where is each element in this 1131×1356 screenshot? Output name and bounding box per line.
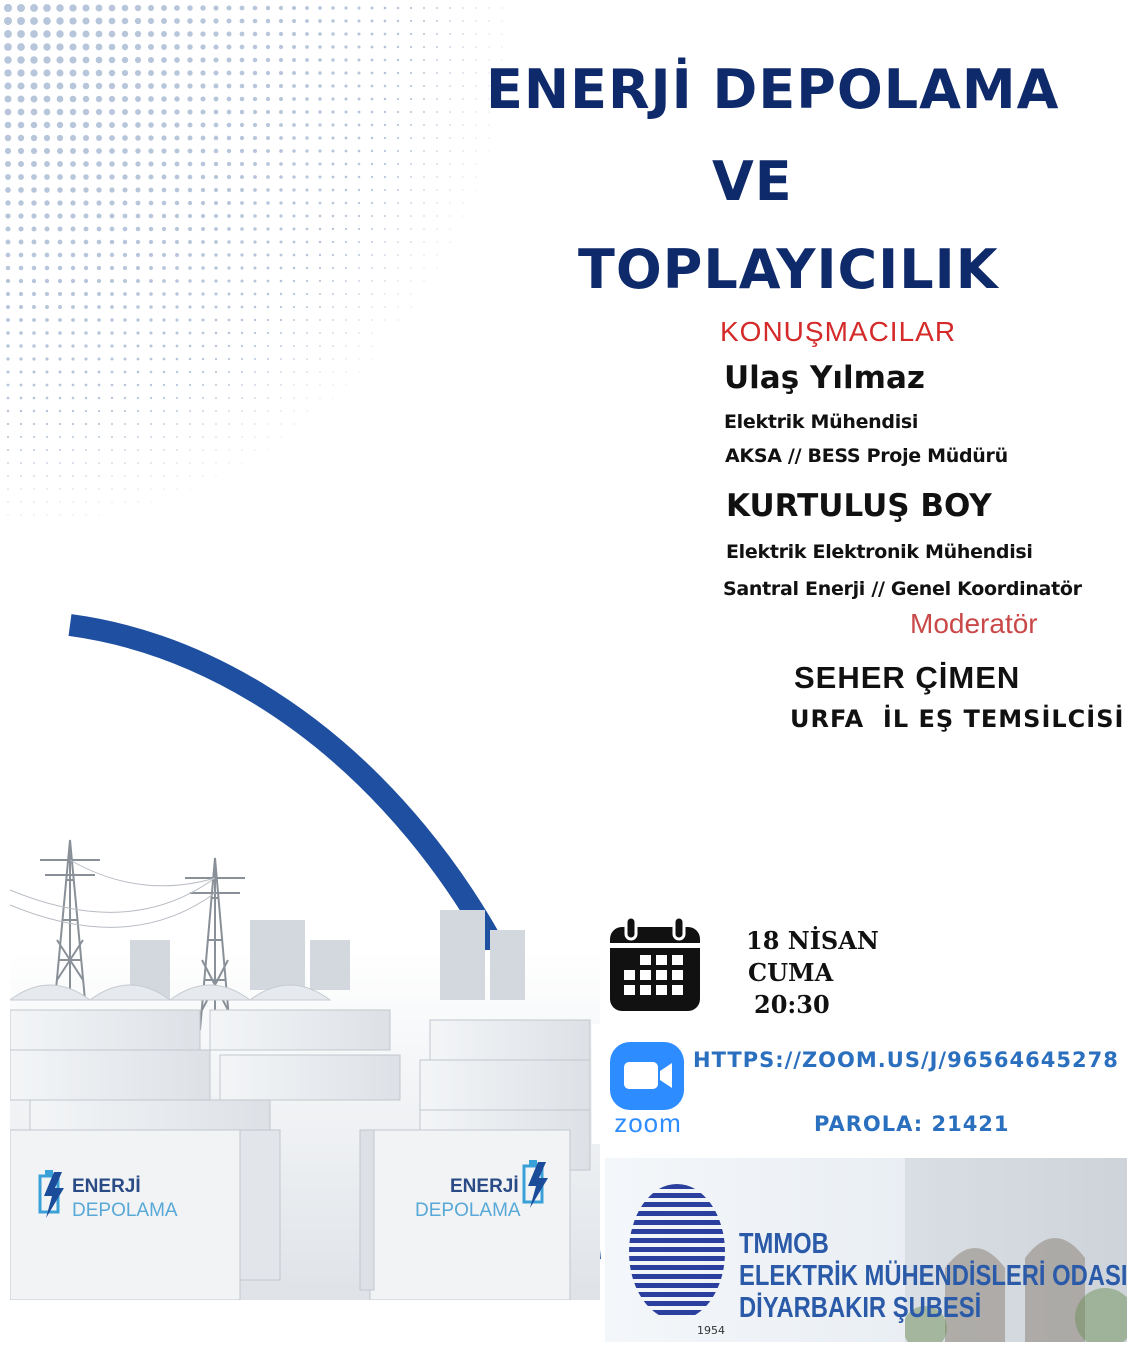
container-right-label-2: DEPOLAMA <box>415 1200 521 1221</box>
energy-storage-illustration <box>10 830 600 1300</box>
zoom-label: zoom <box>614 1108 682 1138</box>
event-day: CUMA <box>748 958 834 987</box>
organizer-line-3: DİYARBAKIR ŞUBESİ <box>739 1292 982 1324</box>
organizer-line-1: TMMOB <box>739 1228 829 1260</box>
speaker-1-company: AKSA // BESS Proje Müdürü <box>725 445 1008 467</box>
emo-logo <box>627 1180 727 1330</box>
organizer-banner <box>605 1158 1127 1342</box>
title-line-2: VE <box>712 150 793 213</box>
container-right-label-1: ENERJİ <box>450 1176 519 1197</box>
calendar-icon <box>600 913 708 1017</box>
zoom-password: PAROLA: 21421 <box>814 1112 1010 1136</box>
zoom-meeting-link[interactable]: HTTPS://ZOOM.US/J/96564645278 <box>693 1048 1119 1072</box>
battery-container-left <box>10 1130 280 1300</box>
title-line-1: ENERJİ DEPOLAMA <box>486 58 1060 121</box>
title-line-3: TOPLAYICILIK <box>578 238 999 301</box>
speakers-heading: KONUŞMACILAR <box>720 316 957 347</box>
speaker-2-company: Santral Enerji // Genel Koordinatör <box>723 578 1082 600</box>
battery-container-right <box>360 1130 570 1300</box>
organizer-line-2: ELEKTRİK MÜHENDİSLERİ ODASI <box>739 1260 1127 1292</box>
organizer-founding-year: 1954 <box>697 1324 725 1337</box>
speaker-2-title: Elektrik Elektronik Mühendisi <box>726 541 1033 563</box>
speaker-2-name: KURTULUŞ BOY <box>726 488 992 524</box>
event-date: 18 NİSAN <box>746 926 879 955</box>
container-left-label-2: DEPOLAMA <box>72 1200 178 1221</box>
moderator-heading: Moderatör <box>910 608 1038 639</box>
event-time: 20:30 <box>754 990 830 1019</box>
speaker-1-name: Ulaş Yılmaz <box>724 360 925 396</box>
moderator-role: URFA İL EŞ TEMSİLCİSİ <box>790 705 1125 733</box>
container-left-label-1: ENERJİ <box>72 1176 141 1197</box>
moderator-name: SEHER ÇİMEN <box>794 660 1021 695</box>
speaker-1-title: Elektrik Mühendisi <box>724 411 919 433</box>
calendar-tile <box>600 913 708 1017</box>
